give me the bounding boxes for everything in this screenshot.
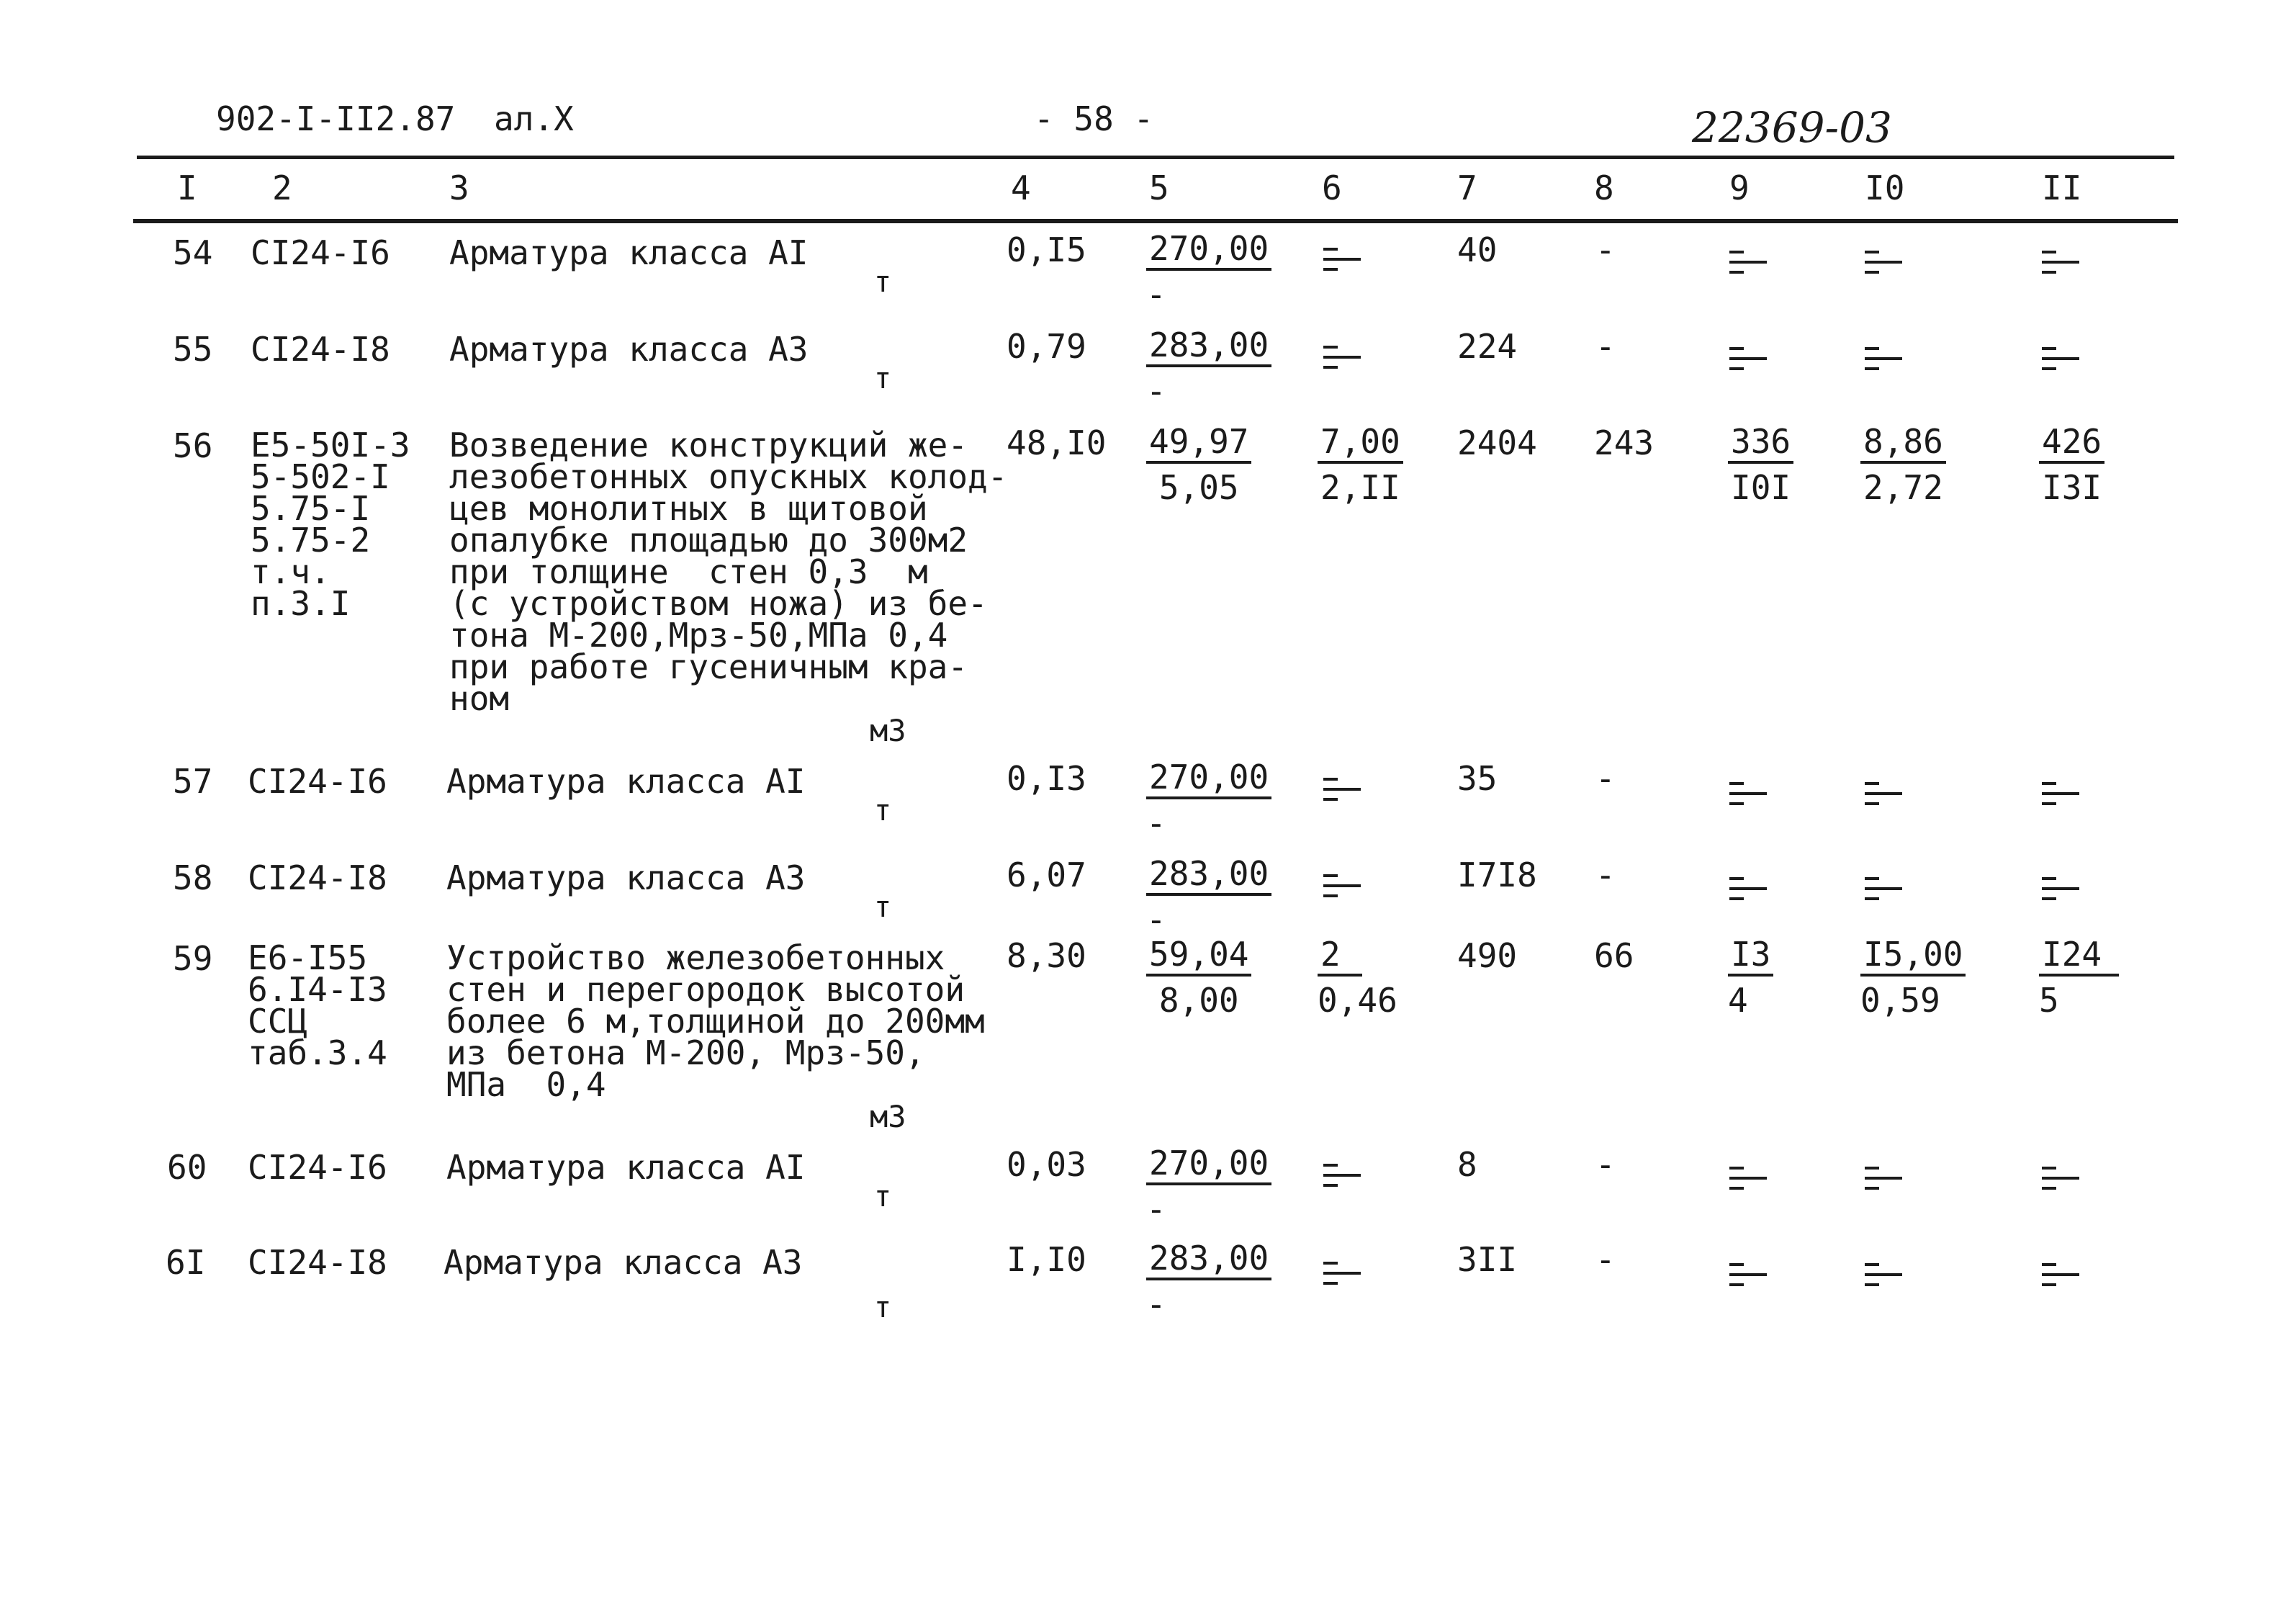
ditto-mark (1323, 1164, 1361, 1193)
machine-cost (1318, 935, 1397, 1020)
ditto-mark (2042, 877, 2079, 906)
ditto-mark (1865, 1263, 1902, 1292)
column-10-values (1860, 935, 1966, 1020)
unit-label: т (874, 794, 892, 827)
row-number: 59 (173, 939, 213, 978)
price-code: E6-I55 6.I4-I3 ССЦ таб.3.4 (248, 938, 387, 1072)
work-description: Арматура класса A3 (449, 330, 809, 369)
unit-cost-wages: 5,05 (1158, 468, 1239, 507)
unit-cost-wages: - (1146, 804, 1166, 843)
wages-total: - (1595, 230, 1616, 269)
col-header-10: I0 (1865, 169, 1905, 207)
unit-cost-total: 283,00 (1146, 328, 1271, 367)
work-description: Арматура класса A3 (446, 858, 806, 897)
page-number: - 58 - (1034, 99, 1154, 138)
ditto-mark (1729, 1167, 1767, 1195)
total-cost: 35 (1457, 759, 1498, 798)
ditto-mark (2042, 1263, 2079, 1292)
unit-cost-total: 283,00 (1146, 1242, 1271, 1280)
work-description: Арматура класса A3 (444, 1243, 803, 1282)
header-top-rule (137, 156, 2174, 159)
unit-label: т (874, 362, 892, 395)
total-cost: 3II (1457, 1240, 1518, 1279)
unit-cost-wages: - (1146, 1285, 1166, 1324)
col-header-1: I (177, 169, 197, 207)
unit-cost-wages: 8,00 (1158, 981, 1239, 1020)
ditto-mark (1729, 251, 1767, 279)
row-number: 54 (173, 233, 213, 272)
row-number: 60 (167, 1148, 207, 1187)
wages-total: - (1595, 327, 1616, 366)
unit-cost (1146, 1144, 1271, 1229)
unit-cost (1146, 935, 1251, 1020)
price-code: CI24-I8 (248, 1243, 387, 1282)
wages-total: 243 (1594, 423, 1655, 462)
unit-cost-total: 270,00 (1146, 232, 1271, 271)
column-9-top: 336 (1728, 425, 1793, 464)
ditto-mark (1865, 347, 1902, 376)
price-code: CI24-I8 (251, 330, 390, 369)
ditto-mark (1729, 877, 1767, 906)
col-header-9: 9 (1729, 169, 1750, 207)
unit-cost-total: 270,00 (1146, 760, 1271, 799)
total-cost: 2404 (1457, 423, 1537, 462)
column-11-top: I24 (2039, 938, 2119, 977)
unit-label: м3 (870, 713, 906, 748)
column-9-values (1728, 935, 1773, 1020)
total-cost: 224 (1457, 327, 1518, 366)
column-9-values (1728, 422, 1793, 507)
header-bottom-rule (133, 219, 2178, 223)
unit-cost-total: 283,00 (1146, 857, 1271, 896)
quantity: 0,79 (1007, 327, 1086, 366)
unit-cost (1146, 1239, 1271, 1324)
price-code: CI24-I6 (248, 762, 387, 801)
price-code: CI24-I8 (248, 858, 387, 897)
unit-cost-total: 49,97 (1146, 425, 1251, 464)
quantity: 6,07 (1007, 856, 1086, 894)
column-9-bottom: 4 (1728, 981, 1748, 1020)
column-11-values (2039, 935, 2119, 1020)
ditto-mark (1323, 1262, 1361, 1290)
row-number: 58 (173, 858, 213, 897)
total-cost: 40 (1457, 230, 1498, 269)
unit-cost-wages: - (1146, 372, 1166, 410)
wages-total: 66 (1594, 936, 1634, 975)
ditto-mark (1323, 778, 1361, 807)
ditto-mark (1729, 1263, 1767, 1292)
column-10-top: I5,00 (1860, 938, 1966, 977)
unit-cost-wages: - (1146, 275, 1166, 314)
row-number: 6I (166, 1243, 206, 1282)
wages-total: - (1595, 1145, 1616, 1184)
col-header-7: 7 (1457, 169, 1477, 207)
column-11-values (2039, 422, 2104, 507)
column-11-bottom: 5 (2039, 981, 2059, 1020)
ditto-mark (1729, 347, 1767, 376)
quantity: 8,30 (1007, 936, 1086, 975)
work-description: Арматура класса AI (449, 233, 809, 272)
archive-number: 22369-03 (1692, 103, 1892, 152)
ditto-mark (1865, 1167, 1902, 1195)
row-number: 57 (173, 762, 213, 801)
col-header-11: II (2042, 169, 2082, 207)
unit-cost (1146, 758, 1271, 843)
col-header-4: 4 (1011, 169, 1031, 207)
unit-label: м3 (870, 1099, 906, 1134)
work-description: Возведение конструкций же- лезобетонных опускных колод- цев монолитных в щитовой опалубке площадью до 300м2 при толщине стен 0,3 м (с устройством ножа) из бе- тона М-200,Мрз-50,МПа 0,4 при работе гусеничным кра- ном (449, 426, 1008, 718)
ditto-mark (1865, 782, 1902, 811)
col-header-2: 2 (272, 169, 292, 207)
column-9-top: I3 (1728, 938, 1773, 977)
column-9-bottom: I0I (1731, 468, 1791, 507)
quantity: 0,I5 (1007, 230, 1086, 269)
machine-cost-total: 2 (1318, 938, 1362, 977)
unit-label: т (874, 1180, 892, 1213)
col-header-5: 5 (1149, 169, 1169, 207)
unit-cost-total: 270,00 (1146, 1146, 1271, 1185)
machine-cost-wages: 2,II (1320, 468, 1400, 507)
quantity: 0,03 (1007, 1145, 1086, 1184)
col-header-6: 6 (1322, 169, 1342, 207)
total-cost: 8 (1457, 1145, 1477, 1184)
total-cost: 490 (1457, 936, 1518, 975)
ditto-mark (1865, 251, 1902, 279)
price-code: CI24-I6 (251, 233, 390, 272)
col-header-3: 3 (449, 169, 469, 207)
quantity: I,I0 (1007, 1240, 1086, 1279)
quantity: 0,I3 (1007, 759, 1086, 798)
machine-cost (1318, 422, 1403, 507)
ditto-mark (1323, 346, 1361, 374)
unit-cost (1146, 229, 1271, 314)
total-cost: I7I8 (1457, 856, 1537, 894)
ditto-mark (1323, 874, 1361, 903)
ditto-mark (2042, 251, 2079, 279)
price-code: E5-50I-3 5-502-I 5.75-I 5.75-2 т.ч. п.3.I (251, 426, 410, 623)
unit-cost (1146, 854, 1271, 939)
unit-cost (1146, 328, 1271, 408)
unit-cost-wages: - (1146, 1190, 1166, 1229)
unit-cost (1146, 422, 1251, 507)
wages-total: - (1595, 1240, 1616, 1279)
price-code: CI24-I6 (248, 1148, 387, 1187)
document-code: 902-I-II2.87 (216, 99, 456, 138)
column-10-bottom: 2,72 (1863, 468, 1943, 507)
quantity: 48,I0 (1007, 423, 1107, 462)
column-10-values (1860, 422, 1946, 507)
unit-cost-wages: - (1146, 900, 1166, 939)
work-description: Арматура класса AI (446, 762, 806, 801)
column-11-bottom: I3I (2042, 468, 2102, 507)
machine-cost-total: 7,00 (1318, 425, 1403, 464)
ditto-mark (1865, 877, 1902, 906)
unit-label: т (874, 891, 892, 924)
ditto-mark (2042, 782, 2079, 811)
column-10-bottom: 0,59 (1860, 981, 1940, 1020)
column-11-top: 426 (2039, 425, 2104, 464)
col-header-8: 8 (1594, 169, 1614, 207)
column-10-top: 8,86 (1860, 425, 1946, 464)
ditto-mark (2042, 1167, 2079, 1195)
machine-cost-wages: 0,46 (1318, 981, 1397, 1020)
ditto-mark (1323, 248, 1361, 277)
album-label: ал.X (494, 99, 574, 138)
unit-label: т (874, 1291, 892, 1324)
row-number: 55 (173, 330, 213, 369)
wages-total: - (1595, 759, 1616, 798)
ditto-mark (2042, 347, 2079, 376)
unit-label: т (874, 266, 892, 299)
wages-total: - (1595, 856, 1616, 894)
ditto-mark (1729, 782, 1767, 811)
unit-cost-total: 59,04 (1146, 938, 1251, 977)
work-description: Устройство железобетонных стен и перегородок высотой более 6 м,толщиной до 200мм из бетона М-200, Мрз-50, МПа 0,4 (446, 938, 985, 1104)
work-description: Арматура класса AI (446, 1148, 806, 1187)
row-number: 56 (173, 426, 213, 465)
